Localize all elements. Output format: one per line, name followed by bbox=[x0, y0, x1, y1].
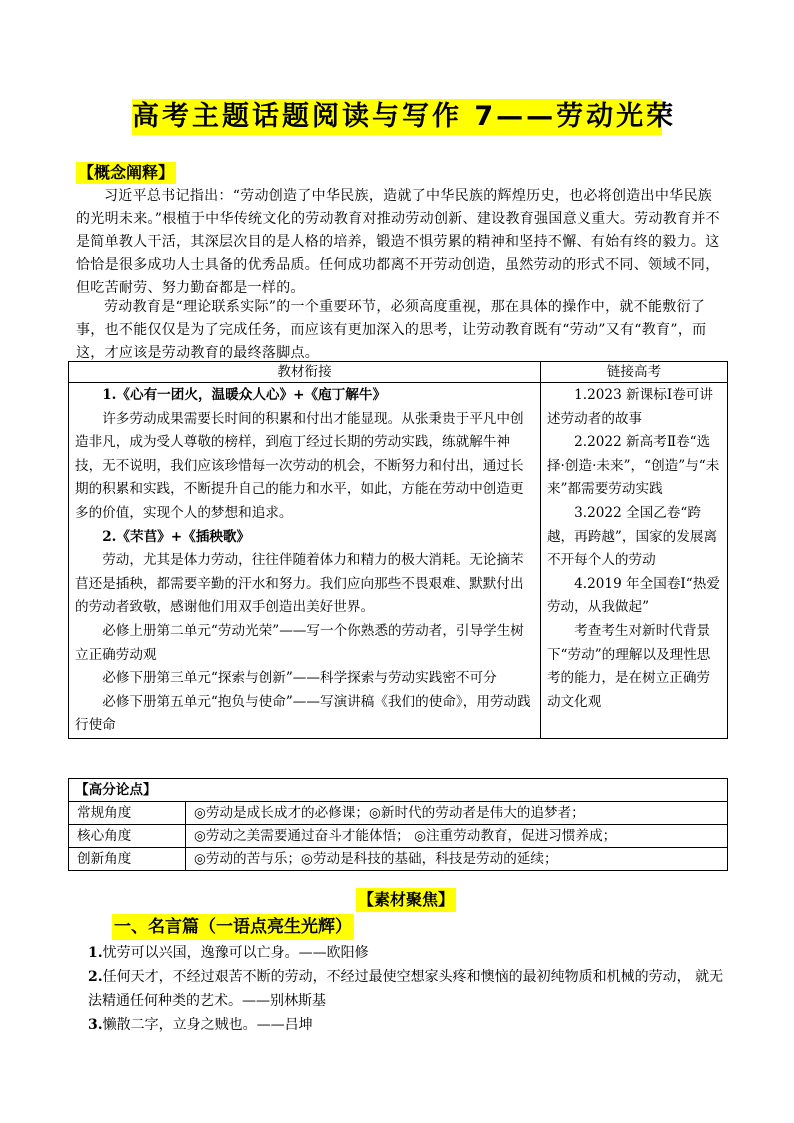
exam-item: 2.2022 新高考Ⅱ卷“选择·创造·未来”，“创造”与“未来”都需要劳动实践 bbox=[546, 434, 720, 498]
argument-angle: 常规角度 bbox=[69, 802, 186, 825]
quote-number: 3. bbox=[88, 1017, 103, 1033]
table-header-row bbox=[69, 362, 728, 383]
concept-section-label: 【概念阐释】 bbox=[78, 163, 175, 182]
exam-item: 4.2019 年全国卷Ⅰ“热爱劳动，从我做起” bbox=[546, 575, 720, 616]
table-row bbox=[69, 825, 728, 848]
quote-number: 2. bbox=[88, 969, 103, 985]
quote-item bbox=[88, 941, 728, 965]
textbook-link-table bbox=[68, 361, 728, 739]
concept-paragraph: 劳动教育是“理论联系实际”的一个重要环节，必须高度重视，那在具体的操作中，就不能敷衍了事，也不能仅仅是为了完成任务，而应该有更加深入的思考，让劳动教育既有“劳动”又有“教育”，而这，才应该是劳动教育的最终落脚点。 bbox=[76, 299, 707, 361]
concept-paragraph: 习近平总书记指出：“劳动创造了中华民族，造就了中华民族的辉煌历史，也必将创造出中华民族的光明未来。”根植于中华传统文化的劳动教育对推动劳动创新、建设教育强国意义重大。劳动教育并不是简单教人干活，其深层次目的是人格的培养，锻造不惧劳累的精神和坚持不懈、有始有终的毅力。这恰恰是很多成功人士具备的优秀品质。任何成功都离不开劳动创造，虽然劳动的形式不同、领域不同，但吃苦耐劳、努力勤奋都是一样的。 bbox=[76, 188, 720, 296]
arguments-caption: 【高分论点】 bbox=[69, 779, 728, 802]
textbook-item-text: 劳动，尤其是体力劳动，往往伴随着体力和精力的极大消耗。无论摘芣苢还是插秧，都需要辛勤的汗水和努力。我们应向那些不畏艰难、默默付出的劳动者致敬，感谢他们用双手创造出美好世界。 bbox=[75, 552, 524, 616]
textbook-cell bbox=[69, 383, 541, 739]
argument-content: ◎劳动的苦与乐；◎劳动是科技的基础，科技是劳动的延续； bbox=[186, 848, 728, 871]
textbook-item-heading: 2.《芣苢》+《插秧歌》 bbox=[102, 528, 251, 545]
exam-item: 3.2022 全国乙卷“跨越，再跨越”，国家的发展离 bbox=[546, 504, 718, 545]
exam-item: 不开每个人的劳动 bbox=[546, 552, 656, 569]
quote-number: 1. bbox=[88, 945, 103, 961]
argument-angle: 核心角度 bbox=[69, 825, 186, 848]
quotes-subsection-title: 一、名言篇（一语点亮生光辉） bbox=[112, 914, 354, 940]
argument-angle: 创新角度 bbox=[69, 848, 186, 871]
material-section-label: 【素材聚焦】 bbox=[356, 888, 456, 912]
exam-item: 考查考生对新时代背景下“劳动”的理解以及理性思考的能力，是在树立正确劳动文化观 bbox=[546, 622, 711, 710]
quote-text: 任何天才，不经过艰苦不断的劳动，不经过最使空想家头疼和懊恼的最初纯物质和机械的劳动， 就无法精通任何种类的艺术。——别林斯基 bbox=[88, 969, 724, 1009]
quote-item bbox=[88, 1013, 728, 1037]
table-row bbox=[69, 383, 728, 739]
argument-content: ◎劳动是成长成才的必修课；◎新时代的劳动者是伟大的追梦者； bbox=[186, 802, 728, 825]
textbook-item-heading: 1.《心有一团火，温暖众人心》+《庖丁解牛》 bbox=[102, 387, 387, 403]
textbook-item-text: 许多劳动成果需要长时间的积累和付出才能显现。从张秉贵于平凡中创造非凡，成为受人尊敬的榜样，到庖丁经过长期的劳动实践，练就解牛神技，无不说明，我们应该珍惜每一次劳动的机会，不断努力和付出，通过长期的积累和实践，不断提升自己的能力和水平，如此，方能在劳动中创造更多的价值，实现个人的梦想和追求。 bbox=[75, 410, 524, 521]
textbook-item-text: 必修下册第五单元“抱负与使命”——写演讲稿《我们的使命》，用劳动践行使命 bbox=[75, 693, 531, 734]
arguments-caption-row bbox=[69, 779, 728, 802]
argument-content: ◎劳动之美需要通过奋斗才能体悟； ◎注重劳动教育，促进习惯养成； bbox=[186, 825, 728, 848]
table-row bbox=[69, 848, 728, 871]
quote-text: 忧劳可以兴国，逸豫可以亡身。——欧阳修 bbox=[102, 945, 369, 961]
table-row bbox=[69, 802, 728, 825]
textbook-item-text: 必修上册第二单元“劳动光荣”——写一个你熟悉的劳动者，引导学生树立正确劳动观 bbox=[75, 622, 524, 663]
exam-item: 1.2023 新课标Ⅰ卷可讲述劳动者的故事 bbox=[546, 387, 713, 427]
table-header-exam: 链接高考 bbox=[540, 362, 727, 383]
document-title: 高考主题话题阅读与写作 7——劳动光荣 bbox=[132, 99, 662, 135]
table-header-textbook: 教材衔接 bbox=[69, 362, 541, 383]
arguments-table bbox=[68, 778, 728, 871]
textbook-item-text: 必修下册第三单元“探索与创新”——科学探索与劳动实践密不可分 bbox=[102, 670, 497, 687]
quote-item bbox=[88, 965, 728, 1013]
quote-text: 懒散二字，立身之贼也。——吕坤 bbox=[102, 1017, 313, 1033]
exam-link-cell bbox=[540, 383, 727, 739]
